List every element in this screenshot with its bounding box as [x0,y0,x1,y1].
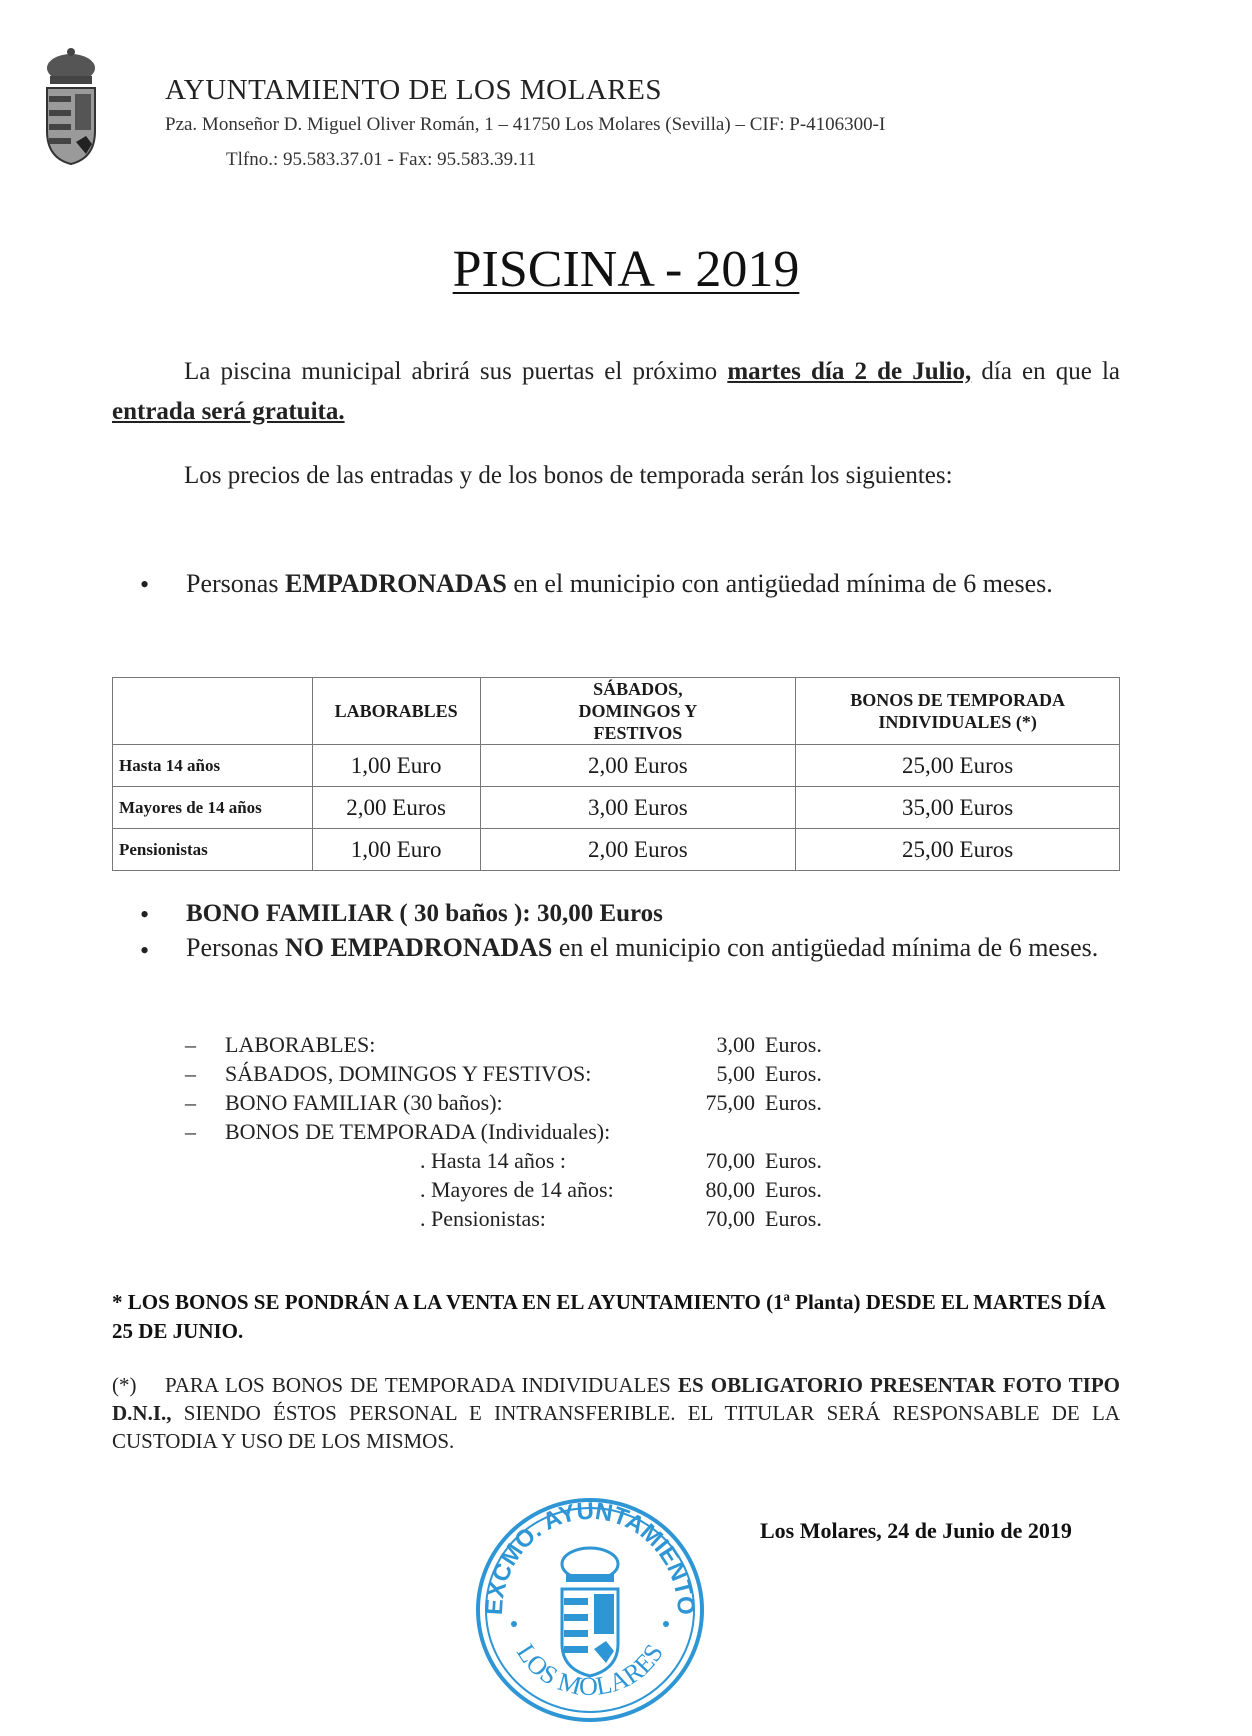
price-amount: 80,00 [705,1177,755,1202]
footnote-text-cont: SIENDO ÉSTOS PERSONAL E INTRANSFERIBLE. EL TITULAR SERÁ RESPONSABLE DE LA CUSTODIA Y USO DE LOS MISMOS. [112,1401,1120,1453]
footnote-bold: ES OBLIGATORIO PRESENTAR FOTO TIPO D.N.I., [112,1373,1121,1425]
cell-laborables: 1,00 Euro [312,829,480,871]
table-header-row [113,678,1120,745]
dash-icon: – [185,1119,196,1144]
intro-text-cont: día en que la [971,358,1121,385]
price-label: . Mayores de 14 años: [420,1177,614,1202]
price-label: BONO FAMILIAR (30 baños): [225,1090,503,1115]
price-table [112,677,1120,871]
price-unit: Euros. [765,1032,822,1057]
cell-laborables: 2,00 Euros [312,787,480,829]
price-label: LABORABLES: [225,1032,376,1057]
cell-festivos: 2,00 Euros [480,745,796,787]
sales-notice: * LOS BONOS SE PONDRÁN A LA VENTA EN EL AYUNTAMIENTO (1ª Planta) DESDE EL MARTES DÍA 25 DE JUNIO. [112,1290,1105,1343]
price-unit: Euros. [765,1206,822,1231]
free-entry-note: entrada será gratuita. [112,398,345,425]
price-amount: 70,00 [705,1206,755,1231]
section-prefix: Personas [186,933,285,962]
cell-bonos: 25,00 Euros [796,745,1120,787]
prices-intro-paragraph [112,456,1120,496]
row-label: Mayores de 14 años [113,787,313,829]
footnote-text: PARA LOS BONOS DE TEMPORADA INDIVIDUALES [136,1373,678,1397]
dash-icon: – [185,1090,196,1115]
signature-date: Los Molares, 24 de Junio de 2019 [760,1518,1072,1543]
organization-address: Pza. Monseñor D. Miguel Oliver Román, 1 – 41750 Los Molares (Sevilla) – CIF: P-4106300-I [165,114,886,135]
bullet-icon: • [140,936,150,965]
cell-festivos: 3,00 Euros [480,787,796,829]
organization-contact: Tlfno.: 95.583.37.01 - Fax: 95.583.39.11 [226,149,537,170]
page-title [0,240,1252,299]
intro-text: La piscina municipal abrirá sus puertas el próximo [184,358,728,385]
price-unit: Euros. [765,1148,822,1173]
bono-familiar: BONO FAMILIAR ( 30 baños ): 30,00 Euros [186,900,663,927]
prices-intro-text: Los precios de las entradas y de los bonos de temporada serán los siguientes: [184,462,953,489]
price-label: SÁBADOS, DOMINGOS Y FESTIVOS: [225,1061,592,1086]
intro-paragraph [112,352,1120,432]
dash-icon: – [185,1061,196,1086]
price-label: BONOS DE TEMPORADA (Individuales): [225,1119,611,1144]
cell-laborables: 1,00 Euro [312,745,480,787]
bullet-icon: • [140,900,150,929]
table-row [113,745,1120,787]
footnote-marker: (*) [112,1373,137,1397]
bullet-icon: • [140,570,150,599]
cell-festivos: 2,00 Euros [480,829,796,871]
section-bold: NO EMPADRONADAS [284,933,553,962]
section-prefix: Personas [186,569,285,598]
row-label: Hasta 14 años [113,745,313,787]
coat-of-arms-icon [42,46,100,166]
footnote [112,1371,1120,1455]
cell-bonos: 35,00 Euros [796,787,1120,829]
price-amount: 75,00 [705,1090,755,1115]
table-header: LABORABLES [312,678,480,745]
table-header: BONOS DE TEMPORADA INDIVIDUALES (*) [796,678,1120,745]
section-empadronadas [186,564,1120,604]
price-label: . Pensionistas: [420,1206,546,1231]
price-unit: Euros. [765,1090,822,1115]
row-label: Pensionistas [113,829,313,871]
section-suffix: en el municipio con antigüedad mínima de 6 meses. [552,933,1099,962]
price-unit: Euros. [765,1061,822,1086]
table-header: SÁBADOS, DOMINGOS Y FESTIVOS [480,678,796,745]
price-amount: 5,00 [716,1061,755,1086]
opening-date: martes día 2 de Julio, [727,358,972,385]
section-bold: EMPADRONADAS [284,569,507,598]
page-title-text: PISCINA - 2019 [452,241,800,298]
section-no-empadronadas [186,928,1120,968]
svg-text:EXCMO. AYUNTAMIENTO: EXCMO. AYUNTAMIENTO [480,1497,700,1616]
organization-name: AYUNTAMIENTO DE LOS MOLARES [165,74,662,106]
official-stamp-icon [472,1494,708,1724]
cell-bonos: 25,00 Euros [796,829,1120,871]
price-label: . Hasta 14 años : [420,1148,567,1173]
table-header [113,678,313,745]
price-amount: 3,00 [716,1032,755,1057]
price-amount: 70,00 [705,1148,755,1173]
svg-text:LOS MOLARES: LOS MOLARES [510,1638,669,1702]
price-unit: Euros. [765,1177,822,1202]
table-row [113,787,1120,829]
table-row [113,829,1120,871]
section-suffix: en el municipio con antigüedad mínima de 6 meses. [506,569,1053,598]
dash-icon: – [185,1032,196,1057]
